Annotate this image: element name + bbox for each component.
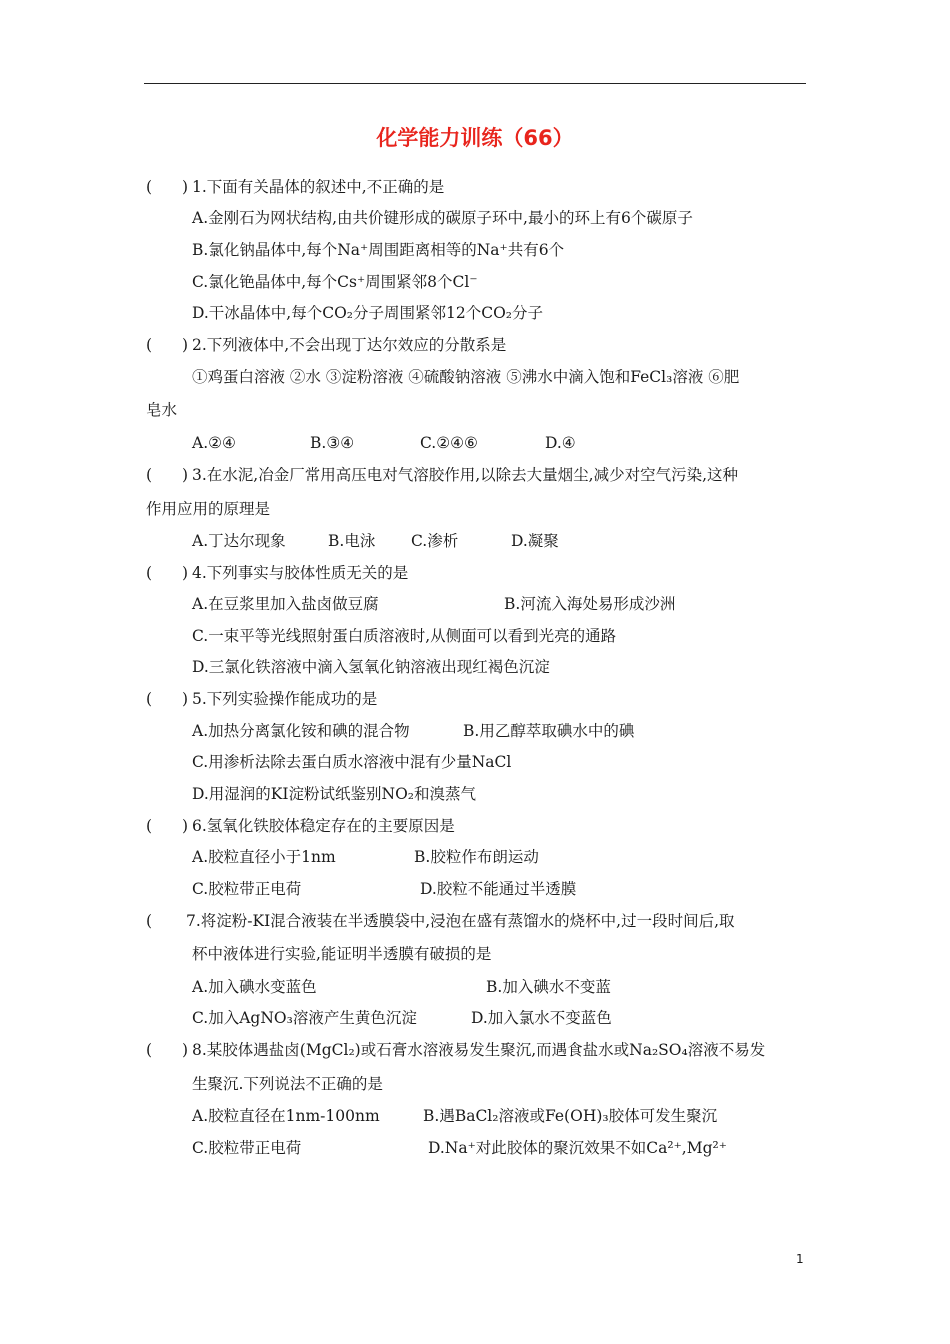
question-1-option-c: C.氯化铯晶体中,每个Cs⁺周围紧邻8个Cl⁻: [192, 273, 478, 291]
question-3-option-d: D.凝聚: [511, 532, 559, 550]
answer-bracket-close: ): [182, 1041, 189, 1059]
answer-bracket-close: ): [182, 817, 189, 835]
question-4-option-b: B.河流入海处易形成沙洲: [504, 595, 676, 613]
question-3-stem: 3.在水泥,冶金厂常用高压电对气溶胶作用,以除去大量烟尘,减少对空气污染,这种: [192, 466, 738, 484]
question-4-option-d: D.三氯化铁溶液中滴入氢氧化钠溶液出现红褐色沉淀: [192, 658, 550, 676]
question-7-stem: 7.将淀粉-KI混合液装在半透膜袋中,浸泡在盛有蒸馏水的烧杯中,过一段时间后,取: [186, 912, 735, 930]
question-7-option-d: D.加入氯水不变蓝色: [471, 1009, 612, 1027]
question-2-option-d: D.④: [545, 434, 576, 452]
question-8-option-a: A.胶粒直径在1nm-100nm: [192, 1107, 380, 1125]
question-5-option-d: D.用湿润的KI淀粉试纸鉴别NO₂和溴蒸气: [192, 785, 476, 803]
answer-bracket: (: [146, 466, 153, 484]
answer-bracket: (: [146, 564, 153, 582]
question-6-option-a: A.胶粒直径小于1nm: [192, 848, 336, 866]
answer-bracket-close: ): [182, 690, 189, 708]
question-6-option-d: D.胶粒不能通过半透膜: [420, 880, 577, 898]
question-2-items-cont: 皂水: [146, 401, 178, 419]
question-8-stem: 8.某胶体遇盐卤(MgCl₂)或石膏水溶液易发生聚沉,而遇食盐水或Na₂SO₄溶液不易发: [192, 1041, 766, 1059]
question-7-option-a: A.加入碘水变蓝色: [192, 978, 317, 996]
answer-bracket-close: ): [182, 336, 189, 354]
question-6-stem: 6.氢氧化铁胶体稳定存在的主要原因是: [192, 817, 455, 835]
question-8-stem-cont: 生聚沉.下列说法不正确的是: [192, 1075, 383, 1093]
answer-bracket-close: ): [182, 466, 189, 484]
question-7-option-c: C.加入AgNO₃溶液产生黄色沉淀: [192, 1009, 417, 1027]
question-2-items: ①鸡蛋白溶液 ②水 ③淀粉溶液 ④硫酸钠溶液 ⑤沸水中滴入饱和FeCl₃溶液 ⑥肥: [192, 368, 740, 386]
question-3-stem-cont: 作用应用的原理是: [146, 500, 271, 518]
question-7-stem-cont: 杯中液体进行实验,能证明半透膜有破损的是: [192, 945, 492, 963]
question-5-option-c: C.用渗析法除去蛋白质水溶液中混有少量NaCl: [192, 753, 512, 771]
header-rule: [144, 83, 806, 84]
answer-bracket-close: ): [182, 564, 189, 582]
question-6-option-b: B.胶粒作布朗运动: [414, 848, 539, 866]
question-7-option-b: B.加入碘水不变蓝: [486, 978, 611, 996]
question-3-option-c: C.渗析: [411, 532, 459, 550]
question-1-stem: 1.下面有关晶体的叙述中,不正确的是: [192, 178, 445, 196]
question-4-option-c: C.一束平等光线照射蛋白质溶液时,从侧面可以看到光亮的通路: [192, 627, 617, 645]
question-2-option-b: B.③④: [310, 434, 355, 452]
question-2-stem: 2.下列液体中,不会出现丁达尔效应的分散系是: [192, 336, 507, 354]
question-1-option-d: D.干冰晶体中,每个CO₂分子周围紧邻12个CO₂分子: [192, 304, 544, 322]
question-3-option-b: B.电泳: [328, 532, 376, 550]
question-5-option-a: A.加热分离氯化铵和碘的混合物: [192, 722, 410, 740]
question-1-option-b: B.氯化钠晶体中,每个Na⁺周围距离相等的Na⁺共有6个: [192, 241, 565, 259]
question-4-option-a: A.在豆浆里加入盐卤做豆腐: [192, 595, 379, 613]
question-6-option-c: C.胶粒带正电荷: [192, 880, 302, 898]
page-number: 1: [796, 1252, 804, 1266]
answer-bracket: (: [146, 1041, 153, 1059]
answer-bracket: (: [146, 336, 153, 354]
answer-bracket: (: [146, 912, 153, 930]
question-3-option-a: A.丁达尔现象: [192, 532, 286, 550]
question-8-option-c: C.胶粒带正电荷: [192, 1139, 302, 1157]
question-8-option-d: D.Na⁺对此胶体的聚沉效果不如Ca²⁺,Mg²⁺: [428, 1139, 727, 1157]
question-2-option-c: C.②④⑥: [420, 434, 478, 452]
answer-bracket: (: [146, 178, 153, 196]
answer-bracket-close: ): [182, 178, 189, 196]
question-2-option-a: A.②④: [192, 434, 236, 452]
question-5-stem: 5.下列实验操作能成功的是: [192, 690, 378, 708]
question-5-option-b: B.用乙醇萃取碘水中的碘: [463, 722, 635, 740]
question-4-stem: 4.下列事实与胶体性质无关的是: [192, 564, 409, 582]
question-8-option-b: B.遇BaCl₂溶液或Fe(OH)₃胶体可发生聚沉: [423, 1107, 718, 1125]
page-title: 化学能力训练（66）: [376, 126, 574, 150]
answer-bracket: (: [146, 690, 153, 708]
question-1-option-a: A.金刚石为网状结构,由共价键形成的碳原子环中,最小的环上有6个碳原子: [192, 209, 693, 227]
answer-bracket: (: [146, 817, 153, 835]
